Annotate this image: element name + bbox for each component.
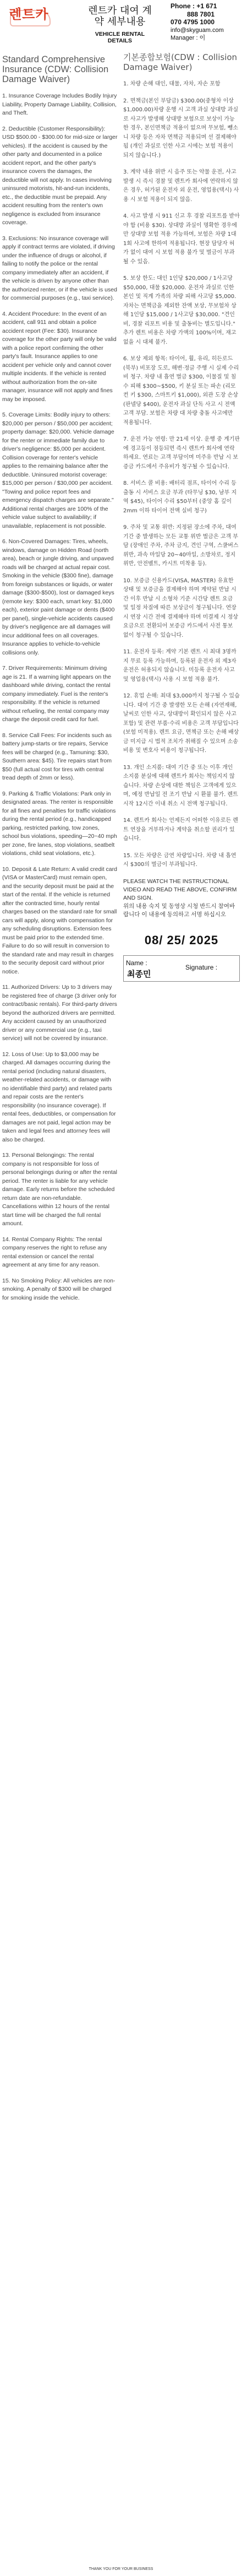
- english-term-item: 1. Insurance Coverage Includes Bodily Injury Liability, Property Damage Liability, Collision, and Theft.: [2, 93, 117, 116]
- english-term-item: 10. Deposit & Late Return: A valid credit card (VISA or MasterCard) must remain open, and the security deposit must be paid at the start of the rental. If the vehicle is returned after the contracted time, hourly rental charges based on the standard rate for small cars will apply, along with compensation for any scheduling disruptions. Extension fees must be paid prior to the extended time. Failure to do so will result in conversion to the standard rate and may result in charges to the security deposit card without prior notice.: [2, 865, 117, 975]
- korean-term-item: 11. 운전자 등록: 계약 기본 렌트 시 최대 3명까지 무료 등록 가능하며, 등록된 운전자 외 제3자 운전은 허용되지 않습니다. 미등록 운전자 사고 및 영업용(택시) 사용 시 보험 적용 불가.: [123, 649, 237, 683]
- english-term-item: 12. Loss of Use: Up to $3,000 may be charged. All damages occurring during the rental period (including natural disasters, weather-related accidents, or damage with no identifiable third party) and related parts and repair costs are the renter's responsibility (no insurance coverage). If rental fees, deductibles, or compensation for damages are not paid, legal action may be taken and legal fees and attorney fees will also be charged.: [2, 1051, 116, 1143]
- manager-text: Manager : 이: [170, 35, 206, 41]
- korean-term-item: 5. 보상 한도: 대인 1인당 $20,000 / 1사고당 $50,000, 대물 $20,000. 운전자 과실로 인한 본인 및 직계 가족의 차량 피해 사고당 $5,000. 자차는 면책금을 제외한 잔액 보상, 무보험차 상해 1인당 $15,000 / 1사고당 $30,000. "견인비, 경찰 리포트 비용 및 출동비는 별도입니다." 추가 렌트 비용은 차량 가액의 100%이며, 재고 없을 시 대체 불가.: [123, 275, 237, 345]
- korean-term-item: 9. 주차 및 교통 위반: 지정된 장소에 주차, 대여 기간 중 발생하는 모든 교통 위반 벌금은 고객 부담 (장애인 주차, 주차 금지, 견인 구역, 스쿨버스 위반, 과속 마일당 20~40마일, 소방차로, 정지 위반, 안전벨트, 카시트 미착용 등).: [123, 524, 239, 567]
- korean-section-title: 기본종합보험(CDW : Collision Damage Waiver): [123, 52, 238, 72]
- english-term-item: 11. Authorized Drivers: Up to 3 drivers may be registered free of charge (3 driver only for contract/basic rentals). For third-party drivers beyond the authorized drivers are permitted. Any accident caused by an unauthorized driver or any commercial use (e.g., taxi service) will not be covered by insurance.: [2, 984, 117, 1042]
- phone-label: Phone : +1 671: [170, 2, 217, 10]
- english-section-title: Standard Comprehensive Insurance (CDW: Collision Damage Waiver): [2, 55, 109, 84]
- document-title: [87, 6, 153, 44]
- english-term-item: 8. Service Call Fees: For incidents such as battery jump-starts or tire repairs, Service fees will be charged (e.g., Tamuning: $30, Southern area: $45). Tire repairs start from $50 (full actual cost for tires with central tread depth of 2mm or less).: [2, 732, 112, 781]
- english-term-item: 5. Coverage Limits: Bodily injury to others: $20,000 per person / $50,000 per accident; property damage: $20,000. Vehicle damage for the renter or immediate family due to driver's negligence: $5,000 per accident. Collision coverage for renter's vehicle applies to the remaining balance after the deductible. Uninsured motorist coverage: $15,000 per person / $30,000 per accident. "Towing and police report fees and emergency dispatch charges are separate." Additional rental charges are 100% of the vehicle value subject to availability; if unavailable, replacement is not possible.: [2, 412, 114, 529]
- name-value: 최종민: [127, 968, 151, 979]
- title-ko-line-1: 렌트카 대여 계: [88, 5, 152, 17]
- korean-term-item: 8. 서비스 콜 비용: 배터리 점프, 타이어 수리 등 출동 시 서비스 요금 부과 (타무닝 $30, 남부 지역 $45), 타이어 수리 $50부터 (중앙 홈 깊이 2mm 이하 타이어 전액 실비 청구): [123, 480, 237, 514]
- korean-term-item: 13. 개인 소지품: 대여 기간 중 또는 이후 개인 소지품 분실에 대해 렌트카 회사는 책임지지 않습니다. 차량 손상에 대한 책임은 고객에게 있으며, 예정 반납일 전 조기 반납 시 환불 불가. 렌트 시작 12시간 이내 취소 시 전액 청구됩니다.: [123, 764, 238, 807]
- korean-term-item: 7. 운전 가능 연령: 만 21세 이상. 운행 중 계기판에 경고등이 점등되면 즉시 렌트카 회사에 연락하세요. 연료는 고객 부담이며 미주유 반납 시 보증금 카드에서 주유비가 청구될 수 있습니다.: [123, 436, 240, 470]
- english-term-item: 6. Non-Covered Damages: Tires, wheels, windows, damage on Hidden Road (north area), beach or jungle driving, and unpaved roads will be charged at actual repair cost. Smoking in the vehicle ($300 fine), damage from foreign substances or liquids, or water damage ($300-$500), lost or damaged keys (remote key: $300 each, smart key: $1,000 each), exterior paint damage or dents ($400 per panel), single-vehicle accidents caused by driver's negligence are all damages will incur additional fees on all coverages. Insurance applies to vehicle-to-vehicle collisions only.: [2, 538, 115, 656]
- korean-term-item: 6. 보상 제외 항목: 타이어, 휠, 유리, 히든로드(북부) 비포장 도로, 해변·정글 주행 시 실제 수리비 청구. 차량 내 흡연 벌금 $300, 이물질 및 침수 피해 $300~$500, 키 분실 또는 파손 (리모컨 키 $300, 스마트키 $1,000), 외관 도장 손상 (판넬당 $400), 운전자 과실 단독 사고 시 전액 고객 부담. 보험은 차량 대 차량 충돌 사고에만 적용됩니다.: [123, 356, 239, 426]
- korean-term-item: 3. 계약 내용 위반 시 음주 또는 약물 운전, 사고 발생 시 즉시 경찰 및 렌트카 회사에 연락하지 않은 경우, 허가된 운전자 외 운전, 영업용(택시) 사용 시 보험 적용이 되지 않음.: [123, 169, 239, 203]
- korean-term-item: 10. 보증금 신용카드(VISA, MASTER) 유효한 상태 및 보증금을 결제해야 하며 계약된 반납 시간 이후 반납 시 소형차 기준 시간당 렌트 요금 및 일정 차질에 따른 보상금이 청구됩니다. 연장 시 연장 시간 전에 결제해야 하며 미결제 시 정상 요금으로 전환되어 보증금 카드에서 사전 통보 없이 청구될 수 있습니다.: [123, 577, 238, 638]
- english-term-item: 3. Exclusions: No insurance coverage will apply if contract terms are violated, if driving under the influence of drugs or alcohol, if failing to notify the police or the rental company immediately after an accident, if the vehicle is driven by anyone other than the authorized renter, or if the vehicle is used for commercial purposes (e.g., taxi service).: [2, 235, 117, 301]
- english-term-item: 15. No Smoking Policy: All vehicles are non-smoking. A penalty of $300 will be charged for smoking inside the vehicle.: [2, 1277, 116, 1301]
- english-terms: [0, 52, 120, 1309]
- name-label: Name :: [126, 959, 147, 967]
- korean-terms-list: [123, 80, 240, 870]
- signature-label: Signature :: [185, 963, 218, 971]
- korean-term-item: 2. 면책금(본인 부담금) $300.00(중형차 이상 $1,000.00)차량 운행 시 고객 과실 상대방 과실로 사고가 발생해 상대방 보험으로 보상이 가능한 경우, 본인면책금 적용이 없으며 무보험, 뺑소니 차량 등은 자차 면책금 적용되며 선 결제해야 됨 (개인 과실로 인한 사고 시에는 보험 적용이 되지 않습니다.): [123, 98, 239, 159]
- english-term-item: 2. Deductible (Customer Responsibility): USD $500.00 - $300.00 for mid-size or larger vehicles). If the accident is caused by the other party and documented in a police accident report, and the other party's insurance covers the damages, the deductible will not apply. In cases involving uninsured motorists, hit-and-run incidents, etc., the deductible must be prepaid. Any accident resulting from the renter's own negligence is excluded from insurance coverage.: [2, 125, 118, 226]
- title-en-line-1: VEHICLE RENTAL: [95, 31, 145, 37]
- header: [0, 0, 242, 52]
- english-term-item: 7. Driver Requirements: Minimum driving age is 21. If a warning light appears on the dashboard while driving, contact the rental company immediately. Fuel is the renter's responsibility. If the vehicle is returned without refueling, the rental company may charge the deposit credit card for fuel.: [2, 665, 111, 723]
- email-text: info@skyguam.com: [170, 26, 224, 34]
- signature-date: 08/ 25/ 2025: [144, 933, 219, 947]
- title-en-line-2: DETAILS: [107, 37, 133, 44]
- contact-block: [170, 2, 241, 42]
- title-ko-line-2: 약 세부내용: [94, 16, 146, 28]
- english-term-item: 14. Rental Company Rights: The rental company reserves the right to refuse any rental extension or cancel the rental agreement at any time for any reason.: [2, 1236, 107, 1268]
- footer-text: THANK YOU FOR YOUR BUSINESS: [89, 2567, 153, 2571]
- content-columns: [0, 52, 242, 1309]
- logo-brand: 렌트카: [9, 7, 49, 22]
- korean-term-item: 15. 모든 차량은 금연 차량입니다. 차량 내 흡연 시 $300의 벌금이 부과됩니다.: [123, 852, 237, 868]
- signature-box: [123, 955, 240, 982]
- english-term-item: 9. Parking & Traffic Violations: Park only in designated areas. The renter is responsible for all fines and penalties for traffic violations during the rental period (e.g., handicapped parking, restricted parking, tow zones, school bus violations, speeding—20~40 mph per zone, fire lanes, stop violations, seatbelt violations, child seat violations, etc.).: [2, 790, 117, 857]
- korean-term-item: 12. 휴업 손해: 최대 $3,000까지 청구될 수 있습니다. 대여 기간 중 발생한 모든 손해 (자연재해, 날씨로 인한 사고, 상대방이 확인되지 않은 사고 포함) 및 관련 부품·수리 비용은 고객 부담입니다 (보험 미적용). 렌트 요금, 면책금 또는 손해 배상금 미지급 시 법적 조치가 취해질 수 있으며 소송 비용 및 변호사 비용이 청구됩니다.: [123, 693, 240, 754]
- korean-term-item: 14. 렌트카 회사는 언제든지 어떠한 이유로든 렌트 연장을 거부하거나 계약을 취소할 권리가 있습니다.: [123, 818, 238, 842]
- confirm-and-sign-notice: PLEASE WATCH THE INSTRUCTIONAL VIDEO AND READ THE ABOVE, CONFIRM AND SIGN. 위의 내용 숙지 및 동영상 시청 반드시 참여바랍니다 이 내용에 동의하고 서명 하십시오: [123, 878, 237, 918]
- korean-term-item: 4. 사고 발생 시 911 신고 후 경찰 리포트를 받아야 함 (비용 $30). 상대방 과실이 명확한 경우에만 상대방 보험 적용 가능하며, 보험은 차량 1대 1회 사고에 한하여 적용됩니다. 현장 담당자 허가 없이 대여 시 보험 적용 불가 및 벌금이 부과될 수 있음.: [123, 213, 240, 265]
- phone-line-2: 070 4795 1000: [170, 18, 215, 26]
- english-term-item: 13. Personal Belongings: The rental company is not responsible for loss of personal belongings during or after the rental period. The renter is liable for any vehicle damage. Early returns before the scheduled return date are non-refundable. Cancellations within 12 hours of the rental start time will be charged the full rental amount.: [2, 1152, 117, 1227]
- english-term-item: 4. Accident Procedure: In the event of an accident, call 911 and obtain a police accident report (Fee: $30). Insurance coverage for the other party will only be valid with a police report confirming the other party's fault. Insurance applies to one accident per vehicle only and cannot cover multiple incidents. If the vehicle is rented without authorization from the on-site manager, insurance will not apply and fines may be imposed.: [2, 310, 117, 403]
- english-terms-list: [2, 92, 118, 1302]
- phone-line-1: 888 7801: [187, 10, 215, 18]
- korean-terms: [120, 52, 242, 1309]
- korean-term-item: 1. 차량 손해 대인, 대물, 자차, 자손 포함: [123, 81, 221, 87]
